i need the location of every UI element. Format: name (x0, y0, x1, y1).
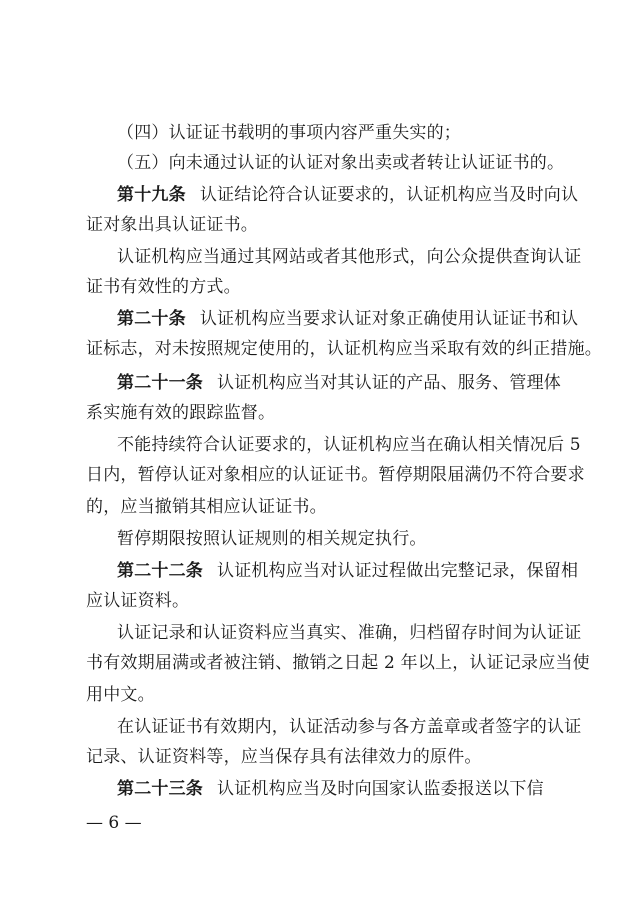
text-line: 认证记录和认证资料应当真实、准确，归档留存时间为认证证 (117, 623, 582, 643)
text-line: 用中文。 (86, 685, 155, 705)
article-19-line: 第十九条 认证结论符合认证要求的，认证机构应当及时向认 (117, 185, 579, 205)
text-line: 证书有效性的方式。 (86, 277, 241, 297)
page-number: — 6 — (86, 813, 142, 833)
text-line: 记录、认证资料等，应当保存具有法律效力的原件。 (86, 747, 482, 767)
article-label: 第二十二条 (117, 561, 203, 581)
article-label: 第二十条 (117, 309, 186, 329)
text-line: 证标志，对未按照规定使用的，认证机构应当采取有效的纠正措施。 (86, 339, 602, 359)
text-line: 认证机构应当通过其网站或者其他形式，向公众提供查询认证 (117, 247, 582, 267)
text-line: 证对象出具认证证书。 (86, 215, 258, 235)
text-line: 日内，暂停认证对象相应的认证证书。暂停期限届满仍不符合要求 (86, 465, 585, 485)
text-line: 书有效期届满或者被注销、撤销之日起 2 年以上，认证记录应当使 (86, 653, 590, 673)
article-23-line: 第二十三条 认证机构应当及时向国家认监委报送以下信 (117, 779, 544, 799)
article-21-line: 第二十一条 认证机构应当对其认证的产品、服务、管理体 (117, 373, 561, 393)
article-label: 第二十一条 (117, 373, 203, 393)
text-line: 暂停期限按照认证规则的相关规定执行。 (117, 529, 427, 549)
article-label: 第十九条 (117, 185, 186, 205)
text-line: （四）认证证书载明的事项内容严重失实的； (117, 123, 461, 143)
text-line: 应认证资料。 (86, 591, 190, 611)
text-line: 不能持续符合认证要求的，认证机构应当在确认相关情况后 5 (117, 435, 581, 455)
text-line: （五）向未通过认证的认证对象出卖或者转让认证证书的。 (117, 153, 565, 173)
article-20-line: 第二十条 认证机构应当要求认证对象正确使用认证证书和认 (117, 309, 579, 329)
article-label: 第二十三条 (117, 779, 203, 799)
article-22-line: 第二十二条 认证机构应当对认证过程做出完整记录，保留相 (117, 561, 579, 581)
text-line: 在认证证书有效期内，认证活动参与各方盖章或者签字的认证 (117, 717, 582, 737)
text-line: 系实施有效的跟踪监督。 (86, 403, 276, 423)
text-line: 的，应当撤销其相应认证证书。 (86, 497, 327, 517)
